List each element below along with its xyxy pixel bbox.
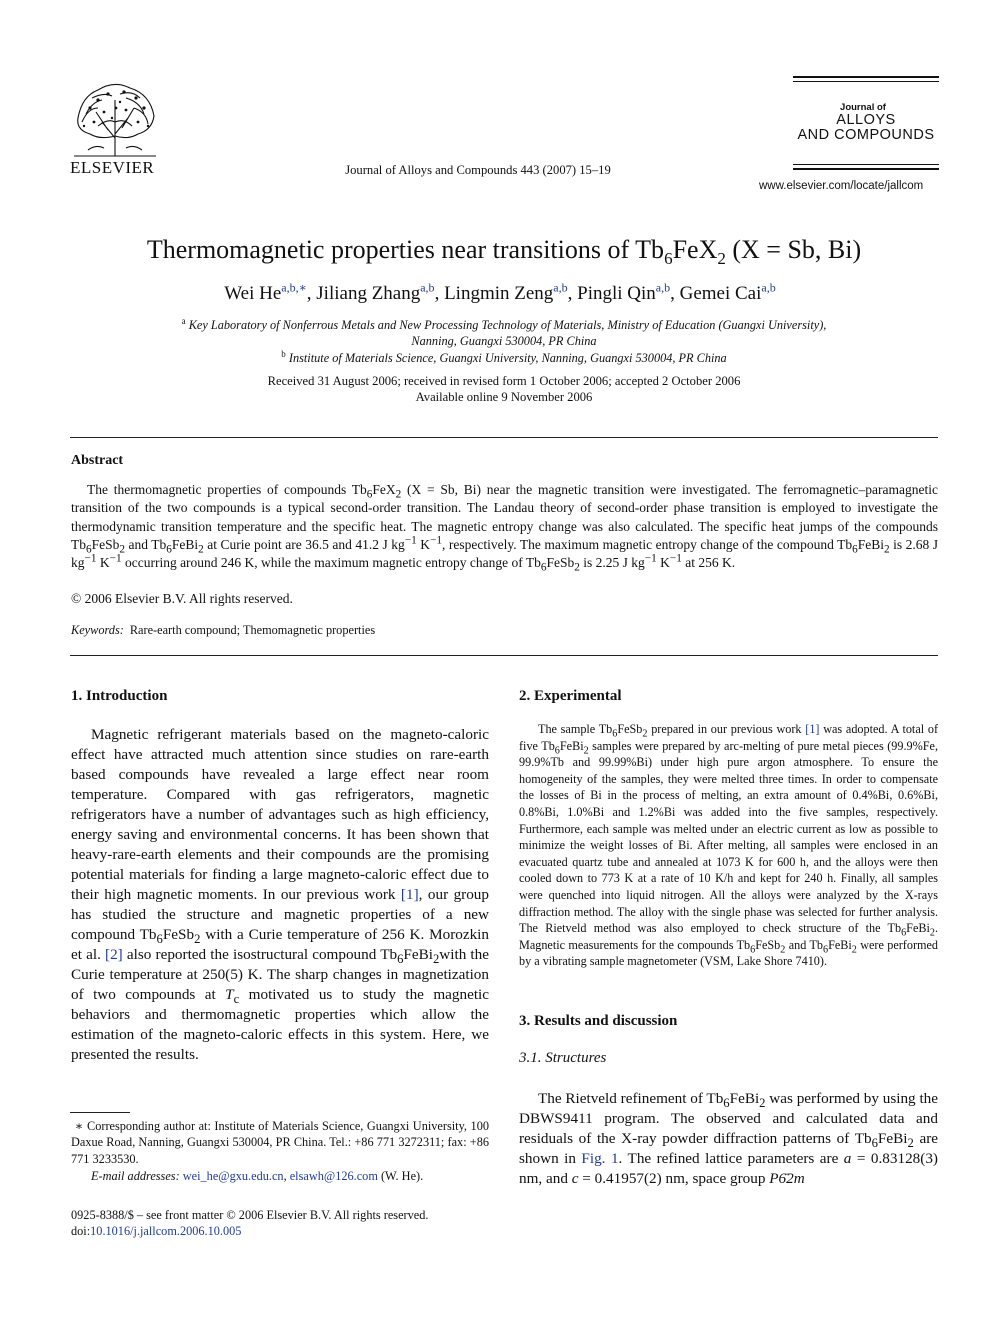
- fig-1-link[interactable]: Fig. 1: [581, 1150, 619, 1167]
- author-affiliation-mark[interactable]: a,b: [420, 280, 435, 295]
- author-separator: ,: [670, 283, 680, 304]
- affiliation-b: $^b$ Institute of Materials Science, Guangxi University, Nanning, Guangxi 530004, PR China: [281, 348, 727, 365]
- available-online: Available online 9 November 2006: [415, 390, 593, 404]
- author-affiliation-mark[interactable]: a,b: [553, 280, 568, 295]
- introduction-text: Magnetic refrigerant materials based on the magneto-caloric effect have attracted much attention since studies on rare-earth based compounds have revealed a large effect near room temperature. Compared with gas refrigerators, magnetic refrigerators have a number of advantages such as high efficiency, energy saving and environmental concerns. It has been shown that heavy-rare-earth elements and their compounds are the promising potential materials for finding a large magneto-caloric effect due to their high magnetic moments. In our previous work [1], our group has studied the structure and magnetic properties of a new compound $Tb_6FeSb_2$ with a Curie temperature of 256 K. Morozkin et al. [2] also reported the isostructural compound $Tb_6FeBi_2with$ the Curie temperature at 250(5) K. The sharp changes in magnetization of two compounds at $T_c$ motivated us to study the magnetic behaviors and thermomagnetic properties which allow the estimation of the magneto-caloric effects in this system. Here, we presented the results.: [71, 726, 490, 1063]
- section-heading-experimental: 2. Experimental: [519, 688, 622, 704]
- journal-brand-line1: ALLOYS: [836, 112, 896, 128]
- journal-brand-line2: AND COMPOUNDS: [797, 127, 935, 143]
- journal-url[interactable]: www.elsevier.com/locate/jallcom: [759, 180, 924, 192]
- author-name: Pingli Qin: [577, 283, 656, 304]
- section-heading-results: 3. Results and discussion: [519, 1013, 678, 1029]
- affiliation-a-line2: Nanning, Guangxi 530004, PR China: [411, 334, 597, 348]
- author-affiliation-mark[interactable]: a,b,∗: [281, 280, 307, 295]
- author-name: Lingmin Zeng: [444, 283, 554, 304]
- abstract-text: The thermomagnetic properties of compounds $Tb_6FeX_2$ (X = Sb, Bi) near the magnetic transition were investigated. The ferromagnetic–paramagnetic transition of the two compounds is a typical second-order transition. The Landau theory of second-order phase transition is employed to investigate the thermodynamic transition temperature and the specific heat. The magnetic entropy change was also calculated. The specific heat jumps of the compounds $Tb_6FeSb_2$ and $Tb_6FeBi_2$ at Curie point are 36.5 and 41.2 J $kg^{-1}$ $K^{-1}$, respectively. The maximum magnetic entropy change of the compound $Tb_6FeBi_2$ is 2.68 J $kg^{-1}$ $K^{-1}$ occurring around 246 K, while the maximum magnetic entropy change of $Tb_6FeSb_2$ is 2.25 J $kg^{-1}$ $K^{-1}$ at 256 K.: [71, 482, 939, 574]
- author-name: Jiliang Zhang: [316, 283, 421, 304]
- footnote-rule: [70, 1112, 130, 1113]
- email-link-1[interactable]: wei_he@gxu.edu.cn: [182, 1169, 284, 1183]
- experimental-text: The sample $Tb_6FeSb_2$ prepared in our previous work [1] was adopted. A total of five $Tb_6FeBi_2$ samples were prepared by arc-melting of pure metal pieces (99.9%Fe, 99.9%Tb and 99.99%Bi) under high pure argon atmosphere. To ensure the homogeneity of the samples, they were melted three times. In order to compensate the losses of Bi in the process of melting, an extra amount of 0.4%Bi, 0.6%Bi, 0.8%Bi, 1.0%Bi and 1.2%Bi was added into the five samples, respectively. Furthermore, each sample was melted under an electric current as low as possible to minimize the weight losses of Bi. After melting, all samples were enclosed in an evacuated quartz tube and annealed at 1073 K for 600 h, and the alloys were then cooled down to 773 K at a rate of 10 K/h and kept for 240 h. Finally, all samples were quenched into liquid nitrogen. All the alloys were analyzed by the X-rays diffraction method. The alloy with the single phase was selected for further analysis. The Rietveld method was also employed to check structure of the $Tb_6FeBi_2$. Magnetic measurements for the compounds $Tb_6FeSb_2$ and $Tb_6FeBi_2$ were performed by a vibrating sample magnetometer (VSM, Lake Shore 7410).: [519, 722, 939, 969]
- keywords: Keywords: Rare-earth compound; Themomagnetic properties: [71, 623, 376, 637]
- journal-reference: Journal of Alloys and Compounds 443 (2007) 15–19: [345, 163, 611, 177]
- ref-1-link-exp[interactable]: [1]: [805, 722, 820, 736]
- ref-2-link[interactable]: [2]: [105, 946, 123, 963]
- ref-1-link[interactable]: [1]: [400, 886, 419, 903]
- abstract-copyright: © 2006 Elsevier B.V. All rights reserved.: [71, 591, 293, 606]
- doi-link[interactable]: 10.1016/j.jallcom.2006.10.005: [90, 1224, 242, 1238]
- author-name: Wei He: [224, 283, 282, 304]
- author-affiliation-mark[interactable]: a,b: [655, 280, 671, 295]
- author-separator: ,: [567, 283, 578, 304]
- abstract-heading: Abstract: [71, 453, 124, 468]
- article-title: Thermomagnetic properties near transitions of $Tb_6FeX_2$ (X = Sb, Bi): [146, 235, 862, 269]
- subsection-heading-structures: 3.1. Structures: [519, 1050, 607, 1066]
- author-list: [0, 280, 992, 305]
- divider-top: [70, 437, 938, 438]
- author-separator: ,: [306, 283, 317, 304]
- journal-brand-box: [793, 76, 939, 176]
- author-separator: ,: [434, 283, 445, 304]
- publisher-name: ELSEVIER: [70, 158, 155, 177]
- section-heading-introduction: 1. Introduction: [71, 688, 168, 704]
- received-dates: Received 31 August 2006; received in revised form 1 October 2006; accepted 2 October 2006: [267, 374, 741, 388]
- front-matter: 0925-8388/$ – see front matter © 2006 Elsevier B.V. All rights reserved.: [71, 1208, 429, 1222]
- journal-brand-small: Journal of: [840, 102, 886, 113]
- affiliation-a: $^a$ Key Laboratory of Nonferrous Metals and New Processing Technology of Materials, Ministry of Education (Guangxi University),: [181, 315, 827, 332]
- author-affiliation-mark[interactable]: a,b: [761, 280, 776, 295]
- doi: doi:10.1016/j.jallcom.2006.10.005: [71, 1224, 242, 1238]
- email-addresses: E-mail addresses: wei_he@gxu.edu.cn, elsawh@126.com (W. He).: [91, 1169, 424, 1183]
- author-name: Gemei Cai: [679, 283, 762, 304]
- corresponding-author-footnote: ∗ Corresponding author at: Institute of Materials Science, Guangxi University, 100 Daxue Road, Nanning, Guangxi 530004, PR China. Tel.: +86 771 3272311; fax: +86 771 3233530.: [71, 1119, 489, 1166]
- divider-bottom: [70, 655, 938, 656]
- email-link-2[interactable]: elsawh@126.com: [289, 1169, 378, 1183]
- results-text: The Rietveld refinement of $Tb_6FeBi_2$ was performed by using the DBWS9411 program. The observed and calculated data and residuals of the X-ray powder diffraction patterns of $Tb_6FeBi_2$ are shown in Fig. 1. The refined lattice parameters are a = 0.83128(3) nm, and c = 0.41957(2) nm, space group P6̄2m: [519, 1090, 939, 1187]
